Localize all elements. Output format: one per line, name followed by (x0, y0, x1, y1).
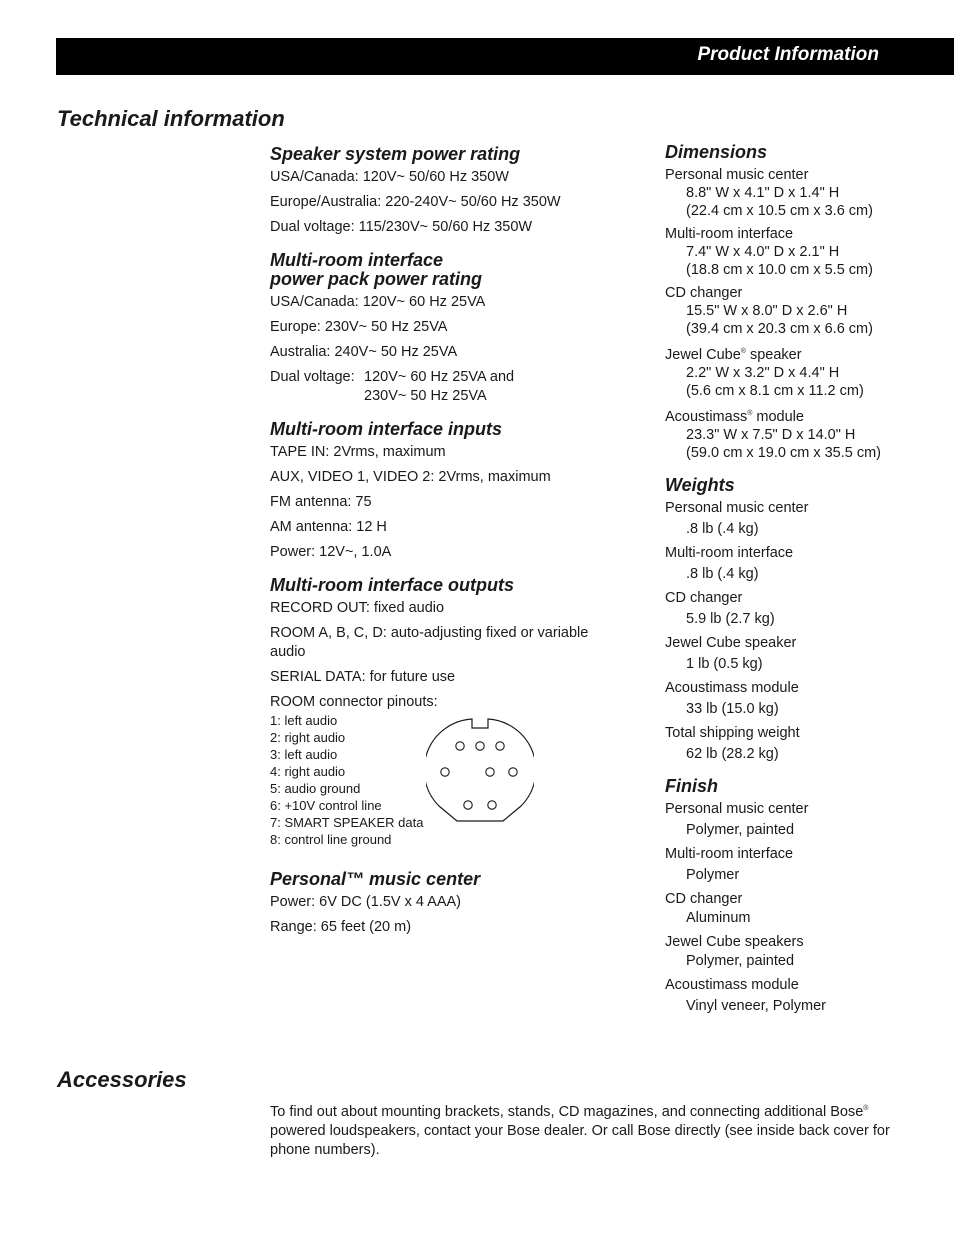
item-label: Personal music center (665, 167, 809, 183)
section-heading: Multi-room interface outputs (270, 575, 514, 595)
accessories-text-part: To find out about mounting brackets, stands, CD magazines, and connecting additional Bose (270, 1104, 864, 1120)
power-pack-section (270, 251, 610, 406)
pinout-item: 3: left audio (270, 747, 338, 762)
item-value: Aluminum (686, 910, 751, 926)
item-label: Total shipping weight (665, 725, 800, 741)
registered-mark: ® (863, 1105, 869, 1112)
left-column (270, 145, 610, 943)
item-value: Polymer (686, 867, 740, 883)
item-value: Vinyl veneer, Polymer (686, 998, 826, 1014)
weights-section (665, 476, 950, 763)
spec-line: AUX, VIDEO 1, VIDEO 2: 2Vrms, maximum (270, 469, 551, 485)
connector-pin (476, 742, 484, 750)
item-label-name: Jewel Cube (665, 347, 741, 363)
inputs-section (270, 420, 610, 562)
item-label-suffix: module (752, 409, 804, 425)
item-value: .8 lb (.4 kg) (686, 521, 759, 537)
dual-voltage-row (270, 368, 610, 406)
spec-line: USA/Canada: 120V~ 50/60 Hz 350W (270, 169, 509, 185)
section-heading: Multi-room interface inputs (270, 419, 503, 439)
section-heading: power pack power rating (270, 269, 483, 289)
din-connector-diagram (426, 714, 534, 824)
connector-pin (464, 801, 472, 809)
item-label: Jewel Cube speakers (665, 934, 804, 950)
right-column (665, 143, 950, 1021)
item-value: (5.6 cm x 8.1 cm x 11.2 cm) (686, 383, 864, 399)
spec-line: Europe/Australia: 220-240V~ 50/60 Hz 350W (270, 194, 561, 210)
item-value: 15.5" W x 8.0" D x 2.6" H (686, 303, 848, 319)
spec-line: ROOM A, B, C, D: auto-adjusting fixed or variable audio (270, 625, 589, 660)
item-value: (59.0 cm x 19.0 cm x 35.5 cm) (686, 445, 882, 461)
item-value: 2.2" W x 3.2" D x 4.4" H (686, 365, 840, 381)
spec-line: RECORD OUT: fixed audio (270, 600, 445, 616)
dual-voltage-value: 230V~ 50 Hz 25VA (364, 388, 487, 404)
header-bar (56, 38, 954, 75)
spec-line: SERIAL DATA: for future use (270, 669, 456, 685)
spec-line: Europe: 230V~ 50 Hz 25VA (270, 319, 448, 335)
pinout-item: 6: +10V control line (270, 798, 382, 813)
section-heading: Weights (665, 475, 735, 495)
accessories-text (270, 1099, 890, 1160)
dual-voltage-label: Dual voltage: (270, 369, 355, 385)
item-value: 8.8" W x 4.1" D x 1.4" H (686, 185, 840, 201)
spec-line: Australia: 240V~ 50 Hz 25VA (270, 344, 458, 360)
item-label: Jewel Cube speaker (665, 635, 797, 651)
pinout-item: 2: right audio (270, 730, 346, 745)
item-value: 23.3" W x 7.5" D x 14.0" H (686, 427, 856, 443)
item-value: 62 lb (28.2 kg) (686, 746, 779, 762)
spec-line: USA/Canada: 120V~ 60 Hz 25VA (270, 294, 486, 310)
registered-mark: ® (747, 410, 753, 417)
pinout-item: 5: audio ground (270, 781, 361, 796)
pinout-item: 4: right audio (270, 764, 346, 779)
item-value: 5.9 lb (2.7 kg) (686, 611, 775, 627)
item-label: Personal music center (665, 500, 809, 516)
dual-voltage-values (364, 368, 514, 406)
item-label: CD changer (665, 285, 743, 301)
header-title: Product Information (697, 44, 879, 65)
item-label: Personal music center (665, 801, 809, 817)
item-value: Polymer, painted (686, 822, 795, 838)
spec-line: ROOM connector pinouts: (270, 694, 438, 710)
item-value: 1 lb (0.5 kg) (686, 656, 763, 672)
item-label (665, 343, 950, 364)
dual-voltage-value: 120V~ 60 Hz 25VA and (364, 369, 515, 385)
item-label: CD changer (665, 891, 743, 907)
item-label-suffix: speaker (745, 347, 802, 363)
item-label (665, 405, 950, 426)
item-value: .8 lb (.4 kg) (686, 566, 759, 582)
item-label: Acoustimass module (665, 977, 799, 993)
spec-line: Power: 6V DC (1.5V x 4 AAA) (270, 894, 461, 910)
section-heading: Personal™ music center (270, 869, 481, 889)
section-heading: Finish (665, 776, 718, 796)
accessories-title: Accessories (57, 1067, 187, 1092)
item-value: (39.4 cm x 20.3 cm x 6.6 cm) (686, 321, 873, 337)
connector-pin (456, 742, 464, 750)
spec-line: AM antenna: 12 H (270, 519, 387, 535)
connector-outline (426, 719, 534, 821)
connector-pin (441, 768, 449, 776)
item-label: CD changer (665, 590, 743, 606)
item-value: (22.4 cm x 10.5 cm x 3.6 cm) (686, 203, 873, 219)
item-label-name: Acoustimass (665, 409, 748, 425)
item-value: Polymer, painted (686, 953, 795, 969)
pinout-item: 7: SMART SPEAKER data (270, 815, 424, 830)
speaker-power-section (270, 145, 610, 237)
connector-pin (486, 768, 494, 776)
connector-pin (496, 742, 504, 750)
item-label: Multi-room interface (665, 846, 794, 862)
spec-line: TAPE IN: 2Vrms, maximum (270, 444, 446, 460)
spec-line: Range: 65 feet (20 m) (270, 919, 412, 935)
music-center-section (270, 870, 610, 937)
pinout-item: 1: left audio (270, 713, 338, 728)
connector-pin (509, 768, 517, 776)
spec-line: Power: 12V~, 1.0A (270, 544, 392, 560)
section-heading: Multi-room interface (270, 250, 444, 270)
spec-line: Dual voltage: 115/230V~ 50/60 Hz 350W (270, 219, 533, 235)
item-label: Multi-room interface (665, 545, 794, 561)
spec-line: FM antenna: 75 (270, 494, 372, 510)
dimensions-section (665, 143, 950, 462)
finish-section (665, 777, 950, 1015)
item-value: 7.4" W x 4.0" D x 2.1" H (686, 244, 840, 260)
accessories-text-part: powered loudspeakers, contact your Bose dealer. Or call Bose directly (see inside back cover for phone numbers). (270, 1123, 890, 1158)
item-value: 33 lb (15.0 kg) (686, 701, 779, 717)
section-heading: Speaker system power rating (270, 144, 521, 164)
page-title: Technical information (57, 106, 285, 131)
item-value: (18.8 cm x 10.0 cm x 5.5 cm) (686, 262, 873, 278)
item-label: Acoustimass module (665, 680, 799, 696)
outputs-section (270, 576, 610, 848)
section-heading: Dimensions (665, 142, 768, 162)
pinout-item: 8: control line ground (270, 832, 392, 847)
item-label: Multi-room interface (665, 226, 794, 242)
registered-mark: ® (740, 348, 746, 355)
pinout-list (270, 712, 610, 848)
connector-pin (488, 801, 496, 809)
